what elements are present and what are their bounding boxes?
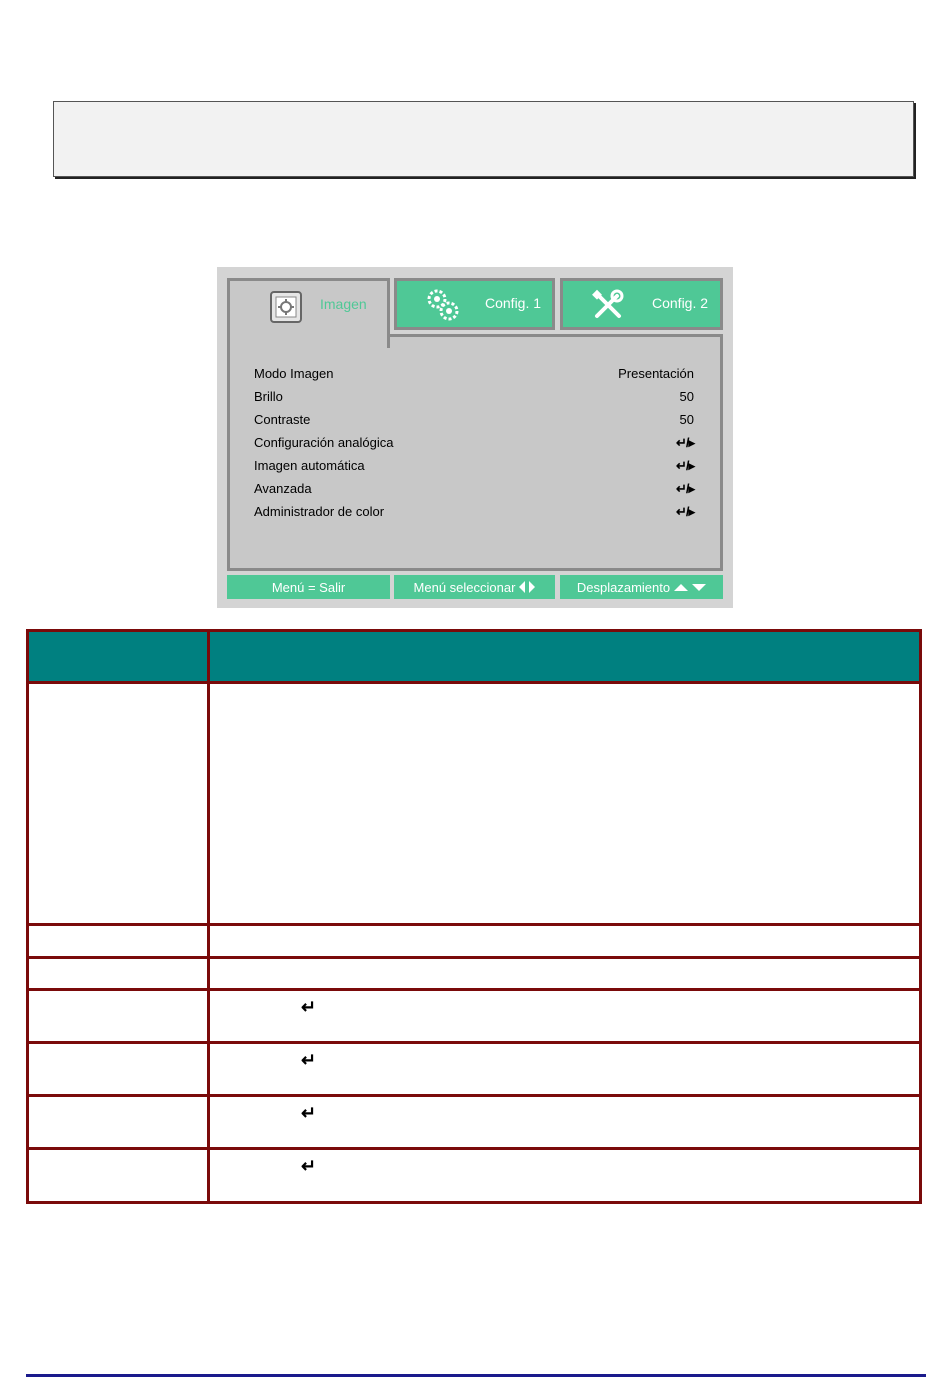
- tab-label: Config. 2: [652, 295, 709, 311]
- footer-select-hint: [394, 575, 555, 599]
- table-row: [28, 925, 921, 958]
- enter-icon: ↵: [301, 997, 317, 1017]
- enter-arrow-icon: ↵/▸: [675, 481, 694, 496]
- table-cell: [28, 990, 209, 1043]
- menu-item-avanzada[interactable]: [254, 478, 694, 500]
- footer-scroll-hint: [560, 575, 723, 599]
- menu-item-label: Administrador de color: [254, 504, 385, 519]
- picture-icon: [267, 288, 305, 326]
- table-header-cell: [209, 631, 921, 683]
- menu-item-modo-imagen[interactable]: [254, 363, 694, 385]
- table-cell: [209, 925, 921, 958]
- menu-item-administrador-de-color[interactable]: [254, 501, 694, 523]
- table-row: [28, 1096, 921, 1149]
- tab-config-1[interactable]: [394, 278, 555, 330]
- footer-scroll-label: Desplazamiento: [576, 579, 671, 595]
- menu-item-contraste[interactable]: [254, 409, 694, 431]
- menu-item-imagen-automatica[interactable]: [254, 455, 694, 477]
- description-table: [26, 629, 922, 1204]
- gears-icon: [423, 286, 461, 324]
- table-row: [28, 1043, 921, 1096]
- osd-menu: [217, 267, 733, 608]
- menu-item-label: Brillo: [254, 389, 283, 404]
- arrow-right-icon: [529, 581, 535, 593]
- menu-item-label: Imagen automática: [254, 458, 365, 473]
- table-cell: [28, 683, 209, 925]
- table-cell: [28, 958, 209, 990]
- enter-arrow-icon: ↵/▸: [675, 435, 694, 450]
- tab-label: Config. 1: [485, 295, 542, 311]
- tab-imagen[interactable]: [227, 278, 390, 348]
- menu-item-label: Configuración analógica: [254, 435, 394, 450]
- table-header-row: [28, 631, 921, 683]
- section-title-box: [53, 101, 914, 177]
- table-cell: [28, 1149, 209, 1203]
- footer-exit-label: Menú = Salir: [271, 579, 346, 595]
- table-row: [28, 958, 921, 990]
- tools-icon: [589, 286, 627, 324]
- tab-label: Imagen: [320, 296, 367, 312]
- table-row: [28, 683, 921, 925]
- enter-icon: ↵: [301, 1050, 317, 1070]
- arrow-up-icon: [674, 584, 688, 591]
- footer-rule: [26, 1374, 926, 1377]
- enter-icon: ↵: [301, 1156, 317, 1176]
- table-cell: [209, 683, 921, 925]
- table-cell: [209, 1043, 921, 1096]
- arrow-down-icon: [692, 584, 706, 591]
- menu-item-label: Contraste: [254, 412, 311, 427]
- enter-arrow-icon: ↵/▸: [675, 458, 694, 473]
- table-cell: [209, 958, 921, 990]
- table-row: [28, 1149, 921, 1203]
- menu-item-label: Avanzada: [254, 481, 312, 496]
- enter-icon: ↵: [301, 1103, 317, 1123]
- footer-select-label: Menú seleccionar: [413, 579, 516, 595]
- arrow-left-icon: [519, 581, 525, 593]
- menu-item-label: Modo Imagen: [254, 366, 334, 381]
- table-row: [28, 990, 921, 1043]
- menu-item-value: 50: [679, 389, 694, 404]
- menu-item-brillo[interactable]: [254, 386, 694, 408]
- footer-exit-hint: [227, 575, 390, 599]
- table-header-cell: [28, 631, 209, 683]
- tab-config-2[interactable]: [560, 278, 723, 330]
- table-cell: [28, 1043, 209, 1096]
- table-cell: [209, 1096, 921, 1149]
- enter-arrow-icon: ↵/▸: [675, 504, 694, 519]
- table-cell: [28, 1096, 209, 1149]
- menu-item-value: 50: [679, 412, 694, 427]
- table-cell: [28, 925, 209, 958]
- menu-panel: [227, 334, 723, 571]
- menu-item-configuracion-analogica[interactable]: [254, 432, 694, 454]
- table-cell: [209, 1149, 921, 1203]
- table-cell: [209, 990, 921, 1043]
- menu-item-value: Presentación: [618, 366, 694, 381]
